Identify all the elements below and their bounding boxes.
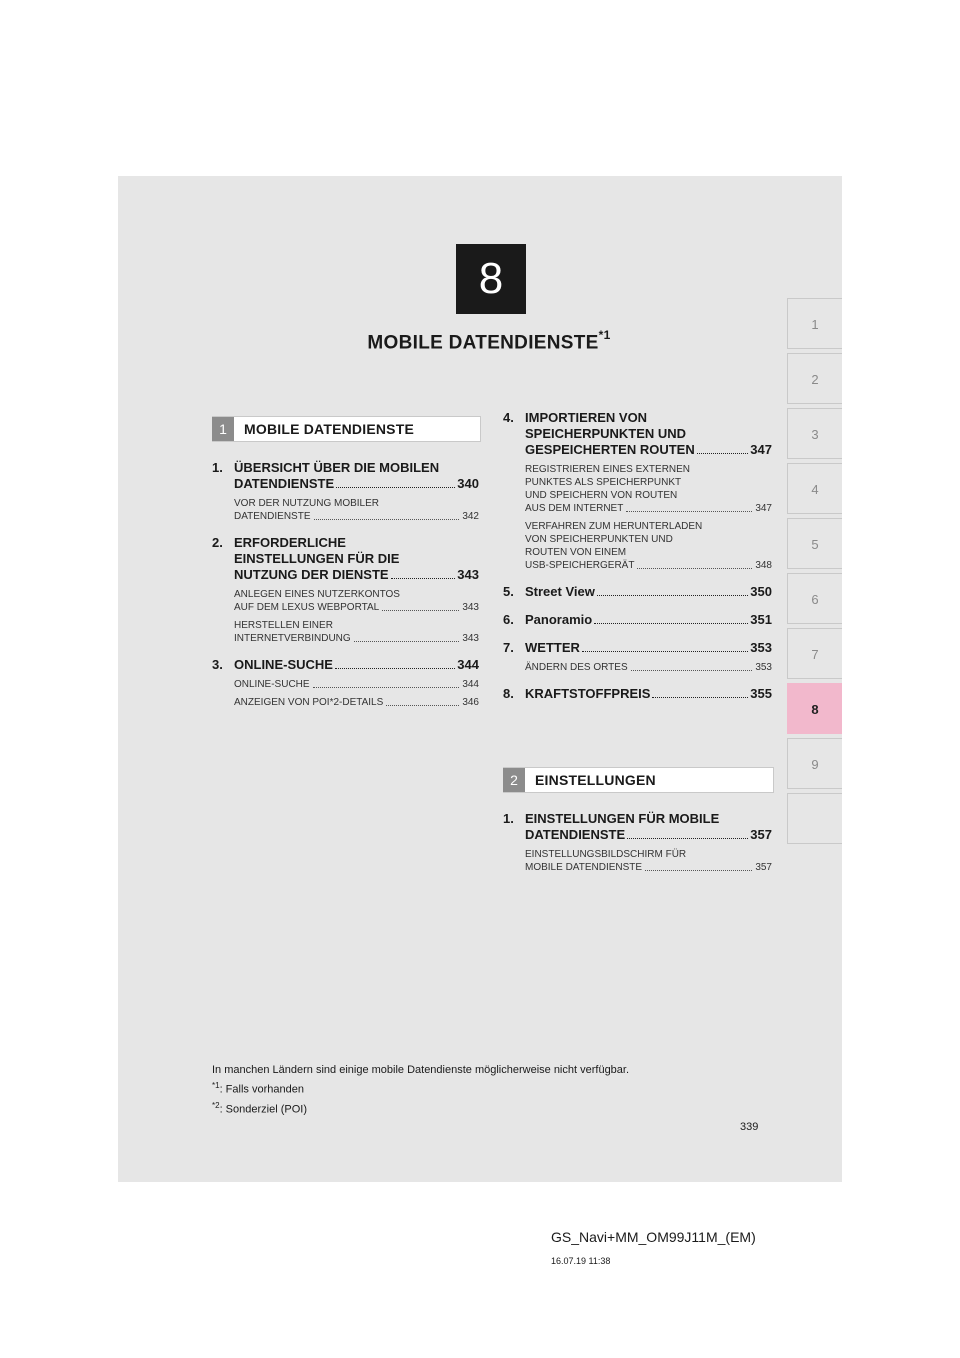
toc-subitems	[503, 848, 772, 874]
toc-item-last-line	[525, 686, 772, 702]
toc-item-last-line	[525, 612, 772, 628]
toc-subitem[interactable]	[234, 619, 479, 645]
toc-leader-dots	[637, 568, 752, 569]
toc-subitem-title-line: VON SPEICHERPUNKTEN UND	[525, 534, 673, 545]
chapter-tab-7[interactable]: 7	[787, 628, 842, 679]
toc-entry	[503, 612, 772, 628]
toc-subitem-title-line: ANLEGEN EINES NUTZERKONTOS	[234, 589, 400, 600]
toc-subitem-title: AUF DEM LEXUS WEBPORTAL	[234, 602, 380, 613]
toc-leader-dots	[626, 511, 752, 512]
toc-subitem-title-line: PUNKTES ALS SPEICHERPUNKT	[525, 477, 682, 488]
toc-page-number: 353	[755, 662, 772, 673]
toc-entry	[503, 584, 772, 600]
toc-leader-dots	[354, 641, 460, 642]
toc-main-item[interactable]	[503, 686, 772, 702]
section-header-1	[212, 416, 481, 442]
toc-leader-dots	[382, 610, 459, 611]
toc-page-number: 348	[755, 560, 772, 571]
toc-leader-dots	[582, 651, 748, 652]
toc-item-last-line	[525, 442, 772, 458]
toc-item-number: 6.	[503, 612, 514, 627]
toc-main-item[interactable]	[503, 584, 772, 600]
toc-leader-dots	[594, 623, 748, 624]
toc-subitem-last-line	[234, 632, 479, 645]
toc-subitem-last-line	[525, 861, 772, 874]
page-number: 339	[740, 1121, 759, 1133]
toc-subitem-title: ÄNDERN DES ORTES	[525, 662, 628, 673]
toc-subitem[interactable]	[525, 463, 772, 515]
toc-column-left	[212, 460, 479, 721]
toc-page-number: 355	[750, 686, 772, 701]
toc-subitem-last-line	[525, 502, 772, 515]
chapter-number-badge: 8	[456, 244, 526, 314]
toc-item-title: NUTZUNG DER DIENSTE	[234, 567, 389, 582]
chapter-tab-9[interactable]: 9	[787, 738, 842, 789]
toc-leader-dots	[335, 668, 455, 669]
toc-subitems	[212, 588, 479, 645]
chapter-tabs	[787, 298, 842, 848]
toc-entry	[212, 535, 479, 645]
chapter-tab-6[interactable]: 6	[787, 573, 842, 624]
toc-subitem[interactable]	[234, 678, 479, 691]
toc-item-title: Street View	[525, 584, 595, 599]
section-header-2	[503, 767, 774, 793]
toc-subitem[interactable]	[525, 520, 772, 572]
toc-entry	[503, 686, 772, 702]
toc-leader-dots	[314, 519, 460, 520]
toc-leader-dots	[697, 453, 749, 454]
toc-entry	[503, 410, 772, 572]
toc-column-right	[503, 410, 772, 714]
chapter-tab-3[interactable]: 3	[787, 408, 842, 459]
toc-item-title: ONLINE-SUCHE	[234, 657, 333, 672]
document-timestamp: 16.07.19 11:38	[551, 1256, 611, 1266]
toc-subitem-title: ONLINE-SUCHE	[234, 679, 310, 690]
toc-item-last-line	[525, 584, 772, 600]
toc-subitem[interactable]	[525, 661, 772, 674]
toc-entry	[212, 460, 479, 523]
toc-page-number: 344	[462, 679, 479, 690]
toc-item-title-line: EINSTELLUNGEN FÜR DIE	[234, 551, 400, 566]
toc-subitems	[212, 678, 479, 709]
toc-item-title: DATENDIENSTE	[234, 476, 335, 491]
toc-item-number: 4.	[503, 410, 514, 425]
toc-leader-dots	[627, 838, 748, 839]
toc-item-title-line: ÜBERSICHT ÜBER DIE MOBILEN	[234, 460, 440, 475]
chapter-tab-4[interactable]: 4	[787, 463, 842, 514]
toc-page-number: 344	[457, 657, 479, 672]
toc-subitem-title: INTERNETVERBINDUNG	[234, 633, 351, 644]
toc-subitem-title: MOBILE DATENDIENSTE	[525, 862, 643, 873]
chapter-tab-blank[interactable]	[787, 793, 842, 844]
toc-page-number: 343	[462, 633, 479, 644]
toc-leader-dots	[336, 487, 455, 488]
toc-item-title-line: EINSTELLUNGEN FÜR MOBILE	[525, 811, 720, 826]
section-label: EINSTELLUNGEN	[535, 772, 656, 788]
toc-subitem[interactable]	[234, 588, 479, 614]
toc-page-number: 343	[462, 602, 479, 613]
toc-main-item[interactable]	[503, 811, 772, 843]
toc-item-number: 3.	[212, 657, 223, 672]
toc-item-last-line	[525, 640, 772, 656]
chapter-tab-5[interactable]: 5	[787, 518, 842, 569]
toc-subitem-title-line: ROUTEN VON EINEM	[525, 547, 627, 558]
section-label: MOBILE DATENDIENSTE	[244, 421, 414, 437]
toc-leader-dots	[313, 687, 460, 688]
toc-page-number: 342	[462, 511, 479, 522]
toc-subitem-last-line	[234, 601, 479, 614]
section-number: 1	[212, 417, 234, 441]
toc-subitem-last-line	[234, 678, 479, 691]
toc-subitems	[503, 463, 772, 572]
toc-item-number: 8.	[503, 686, 514, 701]
toc-item-title-line: IMPORTIEREN VON	[525, 410, 648, 425]
toc-entry	[212, 657, 479, 709]
chapter-tab-2[interactable]: 2	[787, 353, 842, 404]
toc-subitem-title: AUS DEM INTERNET	[525, 503, 624, 514]
toc-item-last-line	[234, 567, 479, 583]
toc-item-title: WETTER	[525, 640, 580, 655]
toc-subitem-title-line: REGISTRIEREN EINES EXTERNEN	[525, 464, 691, 475]
toc-page-number: 346	[462, 697, 479, 708]
toc-subitem-last-line	[234, 510, 479, 523]
toc-subitem-title-line: EINSTELLUNGSBILDSCHIRM FÜR	[525, 849, 687, 860]
toc-item-title-line: ERFORDERLICHE	[234, 535, 346, 550]
chapter-title-footnote-mark: *1	[598, 328, 611, 342]
toc-main-item[interactable]	[212, 657, 479, 673]
toc-item-title-line: SPEICHERPUNKTEN UND	[525, 426, 687, 441]
toc-subitem-title-line: VERFAHREN ZUM HERUNTERLADEN	[525, 521, 703, 532]
toc-item-last-line	[234, 476, 479, 492]
chapter-title: MOBILE DATENDIENSTE$^{*1}$	[367, 328, 611, 354]
chapter-tab-1[interactable]: 1	[787, 298, 842, 349]
toc-item-number: 1.	[212, 460, 223, 475]
toc-subitem-last-line	[525, 559, 772, 572]
toc-item-number: 2.	[212, 535, 223, 550]
toc-page-number: 340	[457, 476, 479, 491]
toc-leader-dots	[652, 697, 748, 698]
toc-main-item[interactable]	[212, 460, 479, 492]
toc-leader-dots	[645, 870, 752, 871]
toc-item-number: 5.	[503, 584, 514, 599]
toc-item-number: 7.	[503, 640, 514, 655]
toc-page-number: 353	[750, 640, 772, 655]
toc-subitem-last-line	[525, 661, 772, 674]
toc-item-title: Panoramio	[525, 612, 593, 627]
toc-page-number: 347	[750, 442, 772, 457]
footnote-availability: In manchen Ländern sind einige mobile Datendienste möglicherweise nicht verfügbar.	[212, 1064, 630, 1076]
toc-item-last-line	[525, 827, 772, 843]
toc-leader-dots	[386, 705, 459, 706]
toc-page-number: 351	[750, 612, 772, 627]
document-id: GS_Navi+MM_OM99J11M_(EM)	[551, 1229, 756, 1245]
toc-page-number: 357	[750, 827, 772, 842]
toc-item-last-line	[234, 657, 479, 673]
toc-leader-dots	[391, 578, 456, 579]
toc-subitem-title-line: HERSTELLEN EINER	[234, 620, 333, 631]
toc-subitem[interactable]	[525, 848, 772, 874]
toc-main-item[interactable]	[503, 612, 772, 628]
footnote-2: $^{*2}$: Sonderziel (POI)	[212, 1100, 307, 1116]
toc-subitem[interactable]	[234, 497, 479, 523]
toc-entry	[503, 811, 772, 874]
toc-page-number: 347	[755, 503, 772, 514]
toc-subitem[interactable]	[234, 696, 479, 709]
toc-item-number: 1.	[503, 811, 514, 826]
toc-item-title: GESPEICHERTEN ROUTEN	[525, 442, 695, 457]
toc-subitem-title-line: VOR DER NUTZUNG MOBILER	[234, 498, 380, 509]
footnote	[212, 1062, 772, 1117]
chapter-tab-8[interactable]: 8	[787, 683, 842, 734]
toc-column-right-settings	[503, 811, 772, 886]
toc-item-title: DATENDIENSTE	[525, 827, 626, 842]
toc-page-number: 357	[755, 862, 772, 873]
toc-subitem-title-line: UND SPEICHERN VON ROUTEN	[525, 490, 678, 501]
toc-main-item[interactable]	[503, 640, 772, 656]
toc-subitem-title: ANZEIGEN VON POI*2-DETAILS	[234, 697, 384, 708]
toc-subitem-last-line	[234, 696, 479, 709]
toc-main-item[interactable]	[503, 410, 772, 458]
section-number: 2	[503, 768, 525, 792]
toc-page-number: 350	[750, 584, 772, 599]
toc-subitems	[212, 497, 479, 523]
toc-leader-dots	[597, 595, 748, 596]
toc-item-title: KRAFTSTOFFPREIS	[525, 686, 651, 701]
toc-main-item[interactable]	[212, 535, 479, 583]
toc-subitems	[503, 661, 772, 674]
toc-subitem-title: USB-SPEICHERGERÄT	[525, 560, 635, 571]
toc-leader-dots	[631, 670, 753, 671]
toc-entry	[503, 640, 772, 674]
footnote-1: $^{*1}$: Falls vorhanden	[212, 1081, 304, 1096]
toc-page-number: 343	[457, 567, 479, 582]
toc-subitem-title: DATENDIENSTE	[234, 511, 311, 522]
